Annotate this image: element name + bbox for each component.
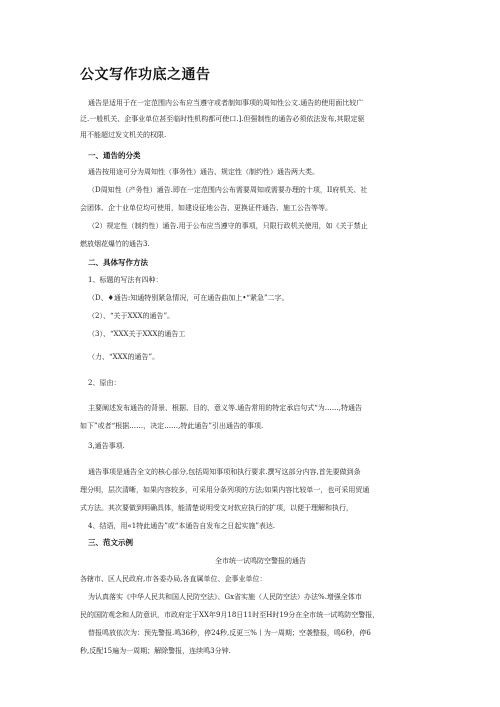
intro-line-1: 通告是适用于在一定范围内公布应当遵守或者制知事项的周知性公文.通告的使用面比较广 — [88, 99, 364, 107]
section-heading-2: 二、具体写作方法 — [88, 258, 148, 267]
example-addressee: 各辖市、区人民政府,市各委办局,各直属单位、企事业单位： — [80, 575, 267, 583]
example-line: 替报鸣放依次为：预先警报.鸣36秒，停24秒,反更三%丨为一周期；空袭整报，鸣6秒，停6 — [88, 629, 371, 637]
example-line: 民的国防观念和人防意识，市政府定于XX年9月18日11时至H时19分在全市统一试鸣防空警报， — [80, 611, 380, 619]
paragraph-line: 式方法。其次要做到明确具体，能清楚说明受文对软应执行的扩项，以便于理解和执行， — [80, 504, 353, 512]
paragraph-line: 主要阐述发布通告的背景、根据、目的、意义等.通告常用的特定承启句式“为……,特通告 — [88, 404, 363, 412]
paragraph-line: 如下”或者“根据……，决定……,特此通告”引出通告的事项. — [80, 422, 264, 430]
paragraph-line: 4、结语，用«1特此通告”或“本通告自发布之日起实施”表达. — [88, 522, 276, 530]
example-line: 为认真落实《中华人民共和国人民防空法》、Gx省实施（人民防空法）办法%.增强全体市 — [88, 593, 362, 601]
paragraph-line: 燃放烟花爆竹的通告3. — [80, 240, 150, 248]
intro-line-3: 用不能超过发文机关的权限. — [80, 131, 167, 139]
paragraph-line: 通告事项是通告全文的核心部分,包括周知事项和执行要求.撰写这部分内容,首先要做到条 — [88, 468, 361, 476]
paragraph-line: （2）、“关于XXX的通告”。 — [88, 312, 175, 320]
paragraph-line: 1、标题的写法有四种： — [88, 276, 163, 284]
example-title: 全市统一试鸣防空警报的通告 — [215, 557, 306, 565]
intro-line-2: 泛.一般机关、企事业单位甚至临时性机构都可使口.].但强制性的通告必须依法发布,其限定驱 — [80, 115, 365, 123]
paragraph-line: （D周知性（产务性）通告.即在一定范围内公布需要周知或需要办理的十项，II府机关、社 — [88, 186, 368, 194]
document-title: 公文写作功底之通告 — [80, 67, 211, 83]
paragraph-line: 理分明，层次清晰，如果内容较多，可采用分条列项的方法;如果内容比较单一，也可采用贸通 — [80, 486, 370, 494]
section-heading-1: 一、通告的分类 — [88, 151, 141, 160]
example-line: 秒,反配15遍为一周期；解除警报，连续鸣3分钟. — [80, 647, 231, 655]
paragraph-line: （D、♦通告:知通特别紧急情况，可在通告曲加上•“紧急”二字。 — [88, 294, 289, 302]
paragraph-line: （3）、“XXX关于XXX的通告工 — [88, 330, 186, 338]
paragraph-line: 2、原由： — [88, 379, 121, 387]
paragraph-line: 会团体、企十业单位均可使用，如建设征地公告、更换证件通告、施工公告等等。 — [80, 204, 332, 212]
paragraph-line: 3,通告事项. — [88, 442, 125, 450]
paragraph-line: 通告按用途可分为周知性（事务性）通告、规定性（制约性）通告两大类。 — [88, 168, 319, 176]
paragraph-line: （力、“XXX的通告”。 — [88, 353, 160, 361]
section-heading-3: 三、范文示例 — [88, 538, 133, 547]
paragraph-line: （2）规定性（制约性）通告.用于公布应当遵守的事项，只限行政机关使用，如《关于禁止 — [88, 222, 368, 230]
